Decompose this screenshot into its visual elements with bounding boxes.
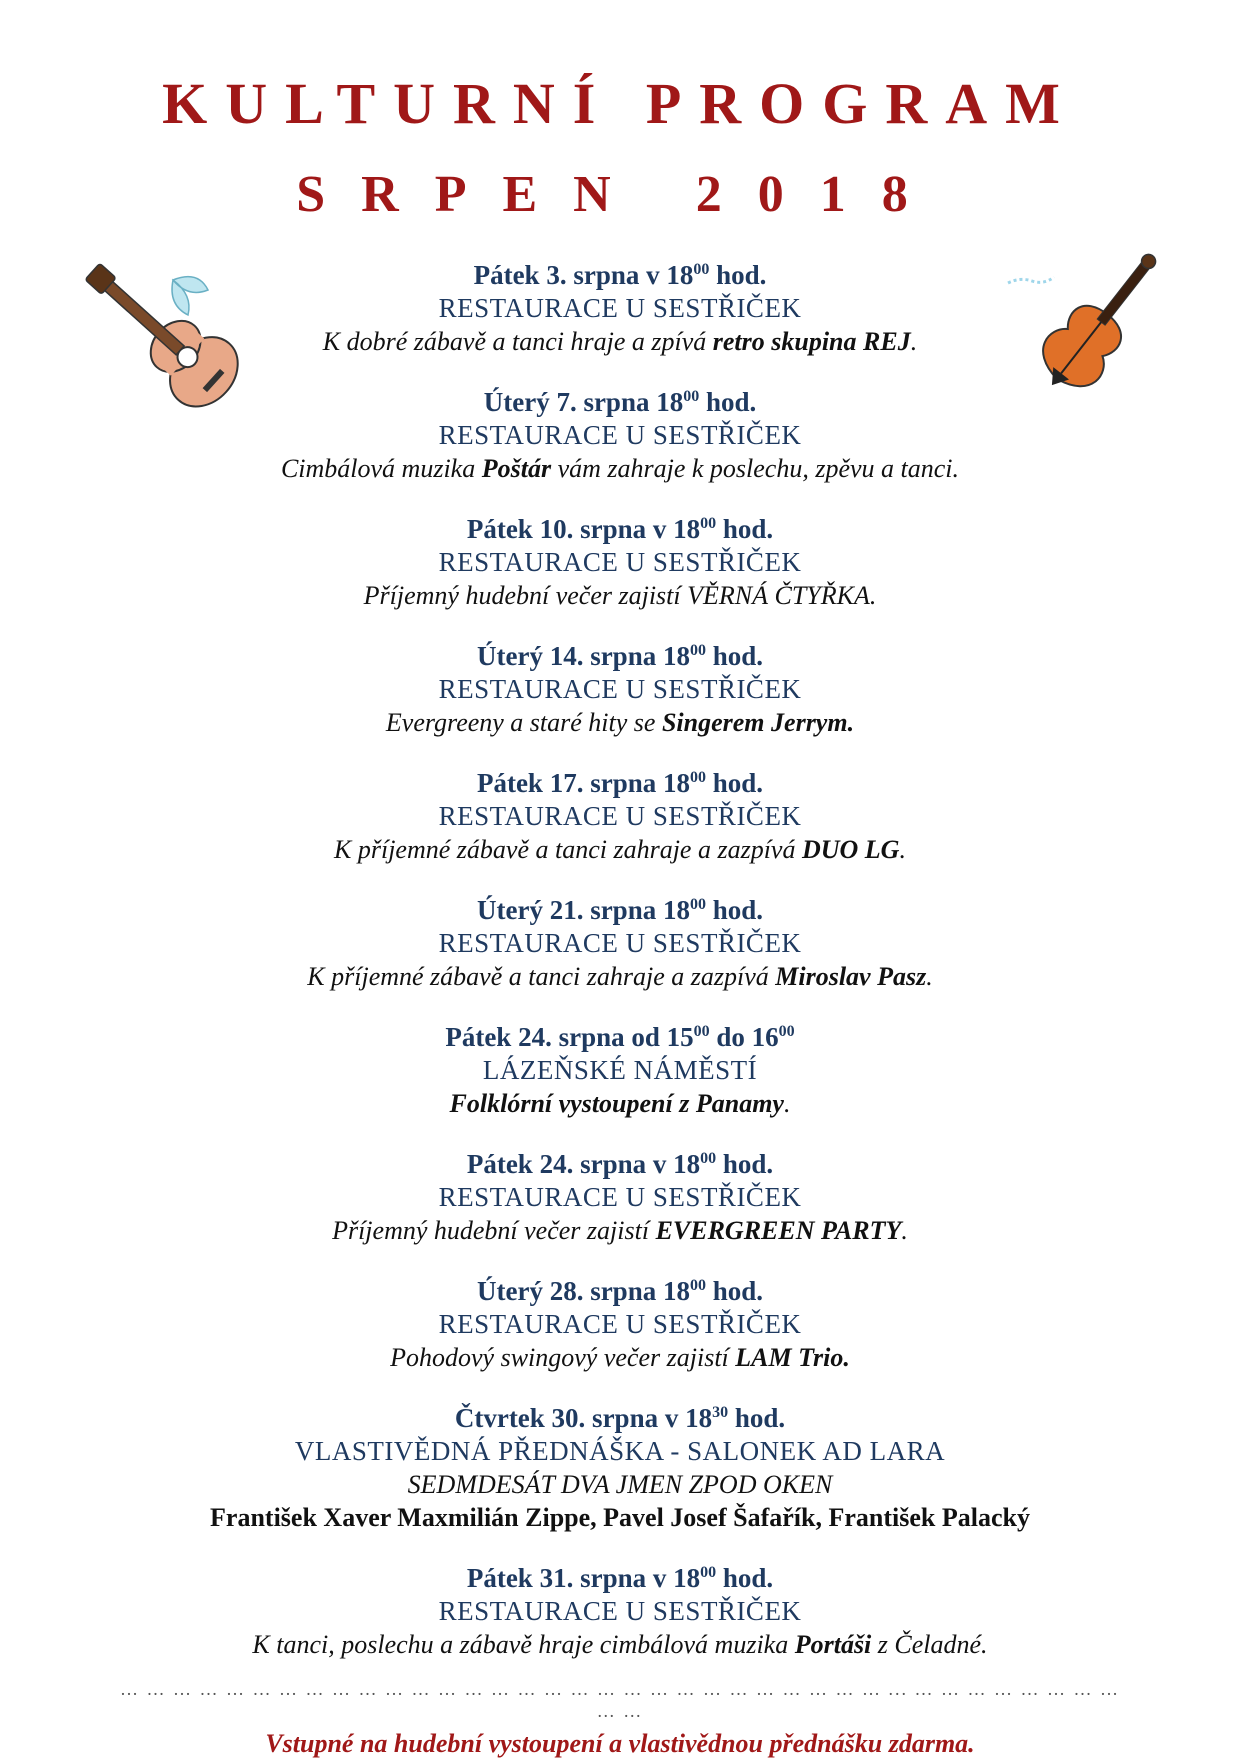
event-item: [120, 1561, 1120, 1661]
event-description: K příjemné zábavě a tanci zahraje a zazpívá DUO LG.: [334, 835, 906, 864]
event-description: Pohodový swingový večer zajistí LAM Trio.: [390, 1343, 850, 1372]
event-venue: VLASTIVĚDNÁ PŘEDNÁŠKA - SALONEK AD LARA: [294, 1436, 946, 1466]
event-date: Čtvrtek 30. srpna v $18^{30}$ hod.: [454, 1403, 786, 1433]
event-date: Úterý 21. srpna $18^{00}$ hod.: [476, 895, 764, 925]
event-venue: RESTAURACE U SESTŘIČEK: [438, 293, 802, 323]
event-date: Pátek 3. srpna v $18^{00}$ hod.: [473, 260, 767, 290]
event-names: František Xaver Maxmilián Zippe, Pavel Josef Šafařík, František Palacký: [210, 1503, 1030, 1532]
event-venue: RESTAURACE U SESTŘIČEK: [438, 674, 802, 704]
event-venue: RESTAURACE U SESTŘIČEK: [438, 1596, 802, 1626]
event-item: [120, 1274, 1120, 1374]
event-date: Pátek 10. srpna v $18^{00}$ hod.: [466, 514, 774, 544]
event-date: Pátek 24. srpna od $15^{00}$ do $16^{00}$: [445, 1022, 795, 1052]
footer-note: Vstupné na hudební vystoupení a vlastivědnou přednášku zdarma.: [265, 1729, 975, 1758]
event-date: Pátek 31. srpna v $18^{00}$ hod.: [466, 1563, 774, 1593]
event-item: [120, 258, 1120, 358]
event-date: Úterý 28. srpna $18^{00}$ hod.: [476, 1276, 764, 1306]
event-description: Cimbálová muzika Poštár vám zahraje k poslechu, zpěvu a tanci.: [280, 454, 960, 483]
event-description: SEDMDESÁT DVA JMEN ZPOD OKEN: [407, 1470, 833, 1499]
event-item: [120, 766, 1120, 866]
event-venue: RESTAURACE U SESTŘIČEK: [438, 928, 802, 958]
event-item: [120, 1020, 1120, 1120]
separator-line: … … … … … … … … … … … … … … … … … … … … … … … … … … … … … ... … … … … … … … … … …: [120, 1679, 1120, 1721]
event-description: K tanci, poslechu a zábavě hraje cimbálová muzika Portáši z Čeladné.: [252, 1630, 988, 1659]
event-venue: RESTAURACE U SESTŘIČEK: [438, 420, 802, 450]
event-date: Pátek 24. srpna v $18^{00}$ hod.: [466, 1149, 774, 1179]
event-item: [120, 512, 1120, 612]
event-venue: RESTAURACE U SESTŘIČEK: [438, 547, 802, 577]
page-title: KULTURNÍ PROGRAM: [162, 71, 1078, 136]
event-venue: RESTAURACE U SESTŘIČEK: [438, 1309, 802, 1339]
program-list: [120, 258, 1120, 1762]
event-item: [120, 639, 1120, 739]
event-item: [120, 1401, 1120, 1534]
event-date: Úterý 7. srpna $18^{00}$ hod.: [483, 387, 757, 417]
event-description: Evergreeny a staré hity se Singerem Jerrym.: [385, 708, 855, 737]
event-item: [120, 385, 1120, 485]
event-item: [120, 1147, 1120, 1247]
event-date: Pátek 17. srpna $18^{00}$ hod.: [476, 768, 764, 798]
event-item: [120, 893, 1120, 993]
event-description: K dobré zábavě a tanci hraje a zpívá retro skupina REJ.: [322, 327, 918, 356]
event-description: Příjemný hudební večer zajistí VĚRNÁ ČTYŘKA.: [363, 581, 877, 610]
event-description: Folklórní vystoupení z Panamy.: [449, 1089, 791, 1118]
event-description: K příjemné zábavě a tanci zahraje a zazpívá Miroslav Pasz.: [307, 962, 933, 991]
event-date: Úterý 14. srpna $18^{00}$ hod.: [476, 641, 764, 671]
event-venue: RESTAURACE U SESTŘIČEK: [438, 801, 802, 831]
event-description: Příjemný hudební večer zajistí EVERGREEN PARTY.: [332, 1216, 908, 1245]
event-venue: RESTAURACE U SESTŘIČEK: [438, 1182, 802, 1212]
page-subtitle: SRPEN 2018: [296, 166, 944, 223]
event-venue: LÁZEŇSKÉ NÁMĚSTÍ: [482, 1055, 758, 1085]
